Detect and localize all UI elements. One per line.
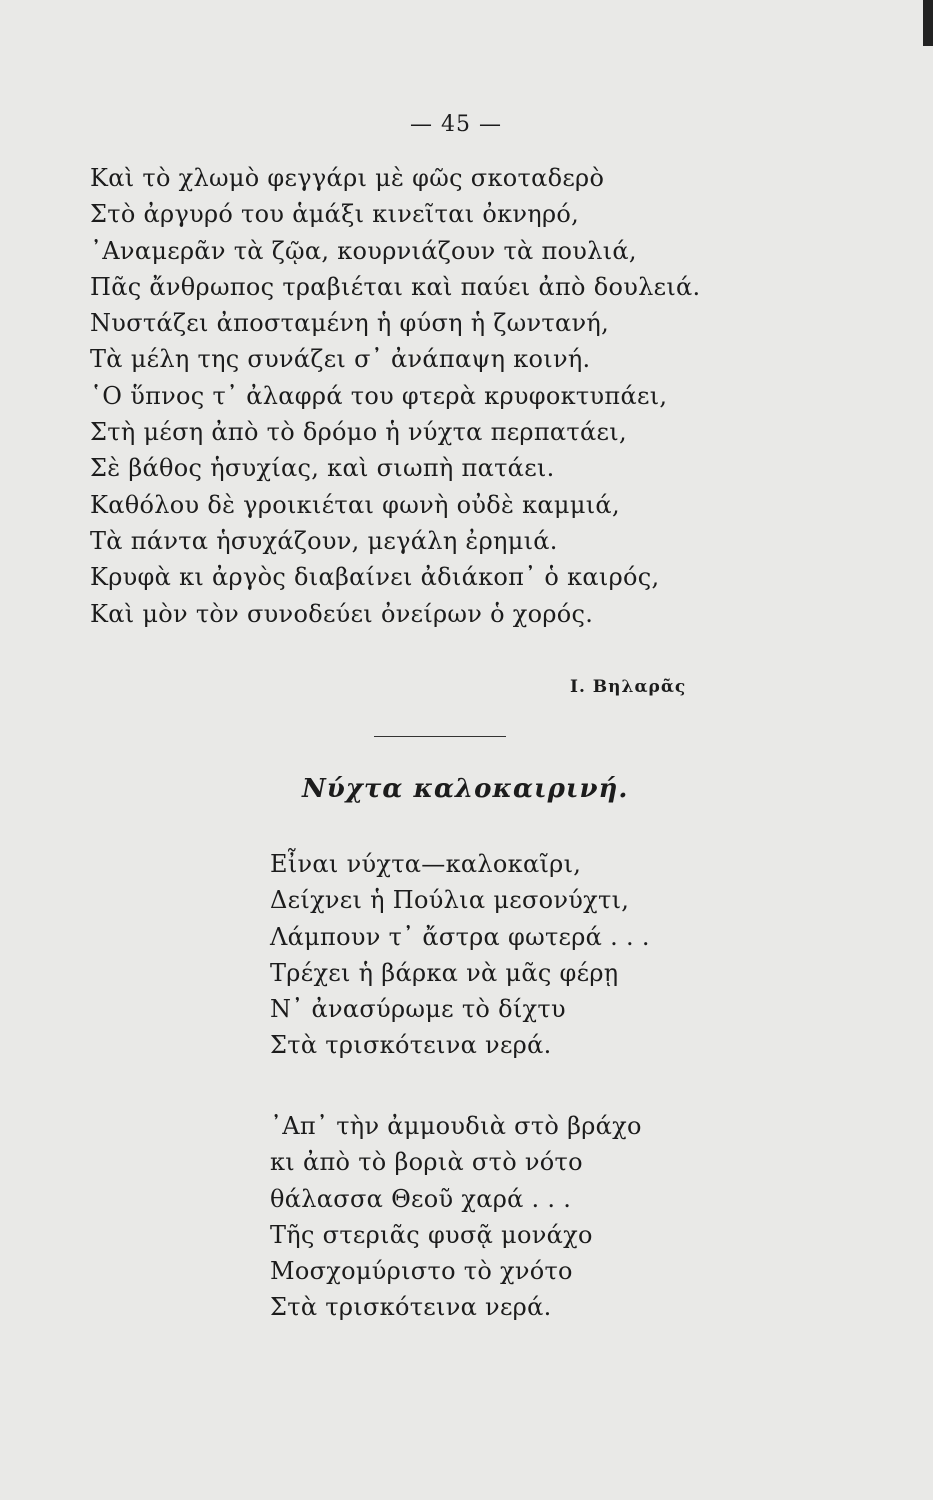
poem-2-title: Νύχτα καλοκαιρινή. xyxy=(302,774,629,804)
poem-line: Στὴ μέση ἀπὸ τὸ δρόμο ἡ νύχτα περπατάει, xyxy=(90,418,627,447)
poem-line: Στὰ τρισκότεινα νερά. xyxy=(270,1293,552,1322)
poem-line: Δείχνει ἡ Πούλια μεσονύχτι, xyxy=(270,886,630,915)
poem-line: Καὶ τὸ χλωμὸ φεγγάρι μὲ φῶς σκοταδερὸ xyxy=(90,164,605,192)
poem-line: ᾿Αναμερᾶν τὰ ζῷα, κουρνιάζουν τὰ πουλιά, xyxy=(90,236,637,265)
page-edge-mark xyxy=(923,0,933,46)
poem-line: Τῆς στεριᾶς φυσᾷ μονάχο xyxy=(270,1220,593,1249)
page-number: — 45 — xyxy=(410,112,502,137)
poem-line: θάλασσα Θεοῦ χαρά . . . xyxy=(270,1184,572,1213)
poem-line: ῾Ο ὕπνος τ᾿ ἀλαφρά του φτερὰ κρυφοκτυπάει, xyxy=(90,381,668,410)
poem-line: Εἶναι νύχτα—καλοκαῖρι, xyxy=(270,850,582,878)
poem-line: Καὶ μὸν τὸν συνοδεύει ὀνείρων ὁ χορός. xyxy=(90,599,594,628)
poem-1-body xyxy=(90,160,870,632)
poem-line: Τὰ μέλη της συνάζει σ᾿ ἀνάπαψη κοινή. xyxy=(90,345,591,374)
poem-line: Τρέχει ἡ βάρκα νὰ μᾶς φέρῃ xyxy=(270,958,619,987)
poem-line: Πᾶς ἄνθρωπος τραβιέται καὶ παύει ἀπὸ δουλειά. xyxy=(90,272,701,301)
poem-2-stanza-2 xyxy=(270,1108,690,1326)
poem-line: Μοσχομύριστο τὸ χνότο xyxy=(270,1257,573,1286)
poem-line: ᾿Απ᾿ τὴν ἀμμουδιὰ στὸ βράχο xyxy=(270,1112,642,1140)
poem-2-stanza-1 xyxy=(270,846,690,1064)
poem-line: Τὰ πάντα ἡσυχάζουν, μεγάλη ἐρημιά. xyxy=(90,526,558,555)
poem-line: Λάμπουν τ᾿ ἄστρα φωτερά . . . xyxy=(270,922,650,951)
poem-line: Ν᾿ ἀνασύρωμε τὸ δίχτυ xyxy=(270,995,566,1024)
author-signature: Ι. Βηλαρᾶς xyxy=(570,677,687,697)
poem-line: κι ἀπὸ τὸ βοριὰ στὸ νότο xyxy=(270,1148,583,1177)
poem-line: Κρυφὰ κι ἀργὸς διαβαίνει ἀδιάκοπ᾿ ὁ καιρός, xyxy=(90,563,660,592)
poem-line: Καθόλου δὲ γροικιέται φωνὴ οὐδὲ καμμιά, xyxy=(90,490,620,519)
poem-line: Νυστάζει ἀποσταμένη ἡ φύση ἡ ζωντανή, xyxy=(90,309,610,338)
poem-line: Σὲ βάθος ἡσυχίας, καὶ σιωπὴ πατάει. xyxy=(90,454,555,483)
section-divider xyxy=(374,736,506,737)
poem-line: Στὰ τρισκότεινα νερά. xyxy=(270,1031,552,1060)
poem-line: Στὸ ἀργυρό του ἁμάξι κινεῖται ὀκνηρό, xyxy=(90,200,580,229)
